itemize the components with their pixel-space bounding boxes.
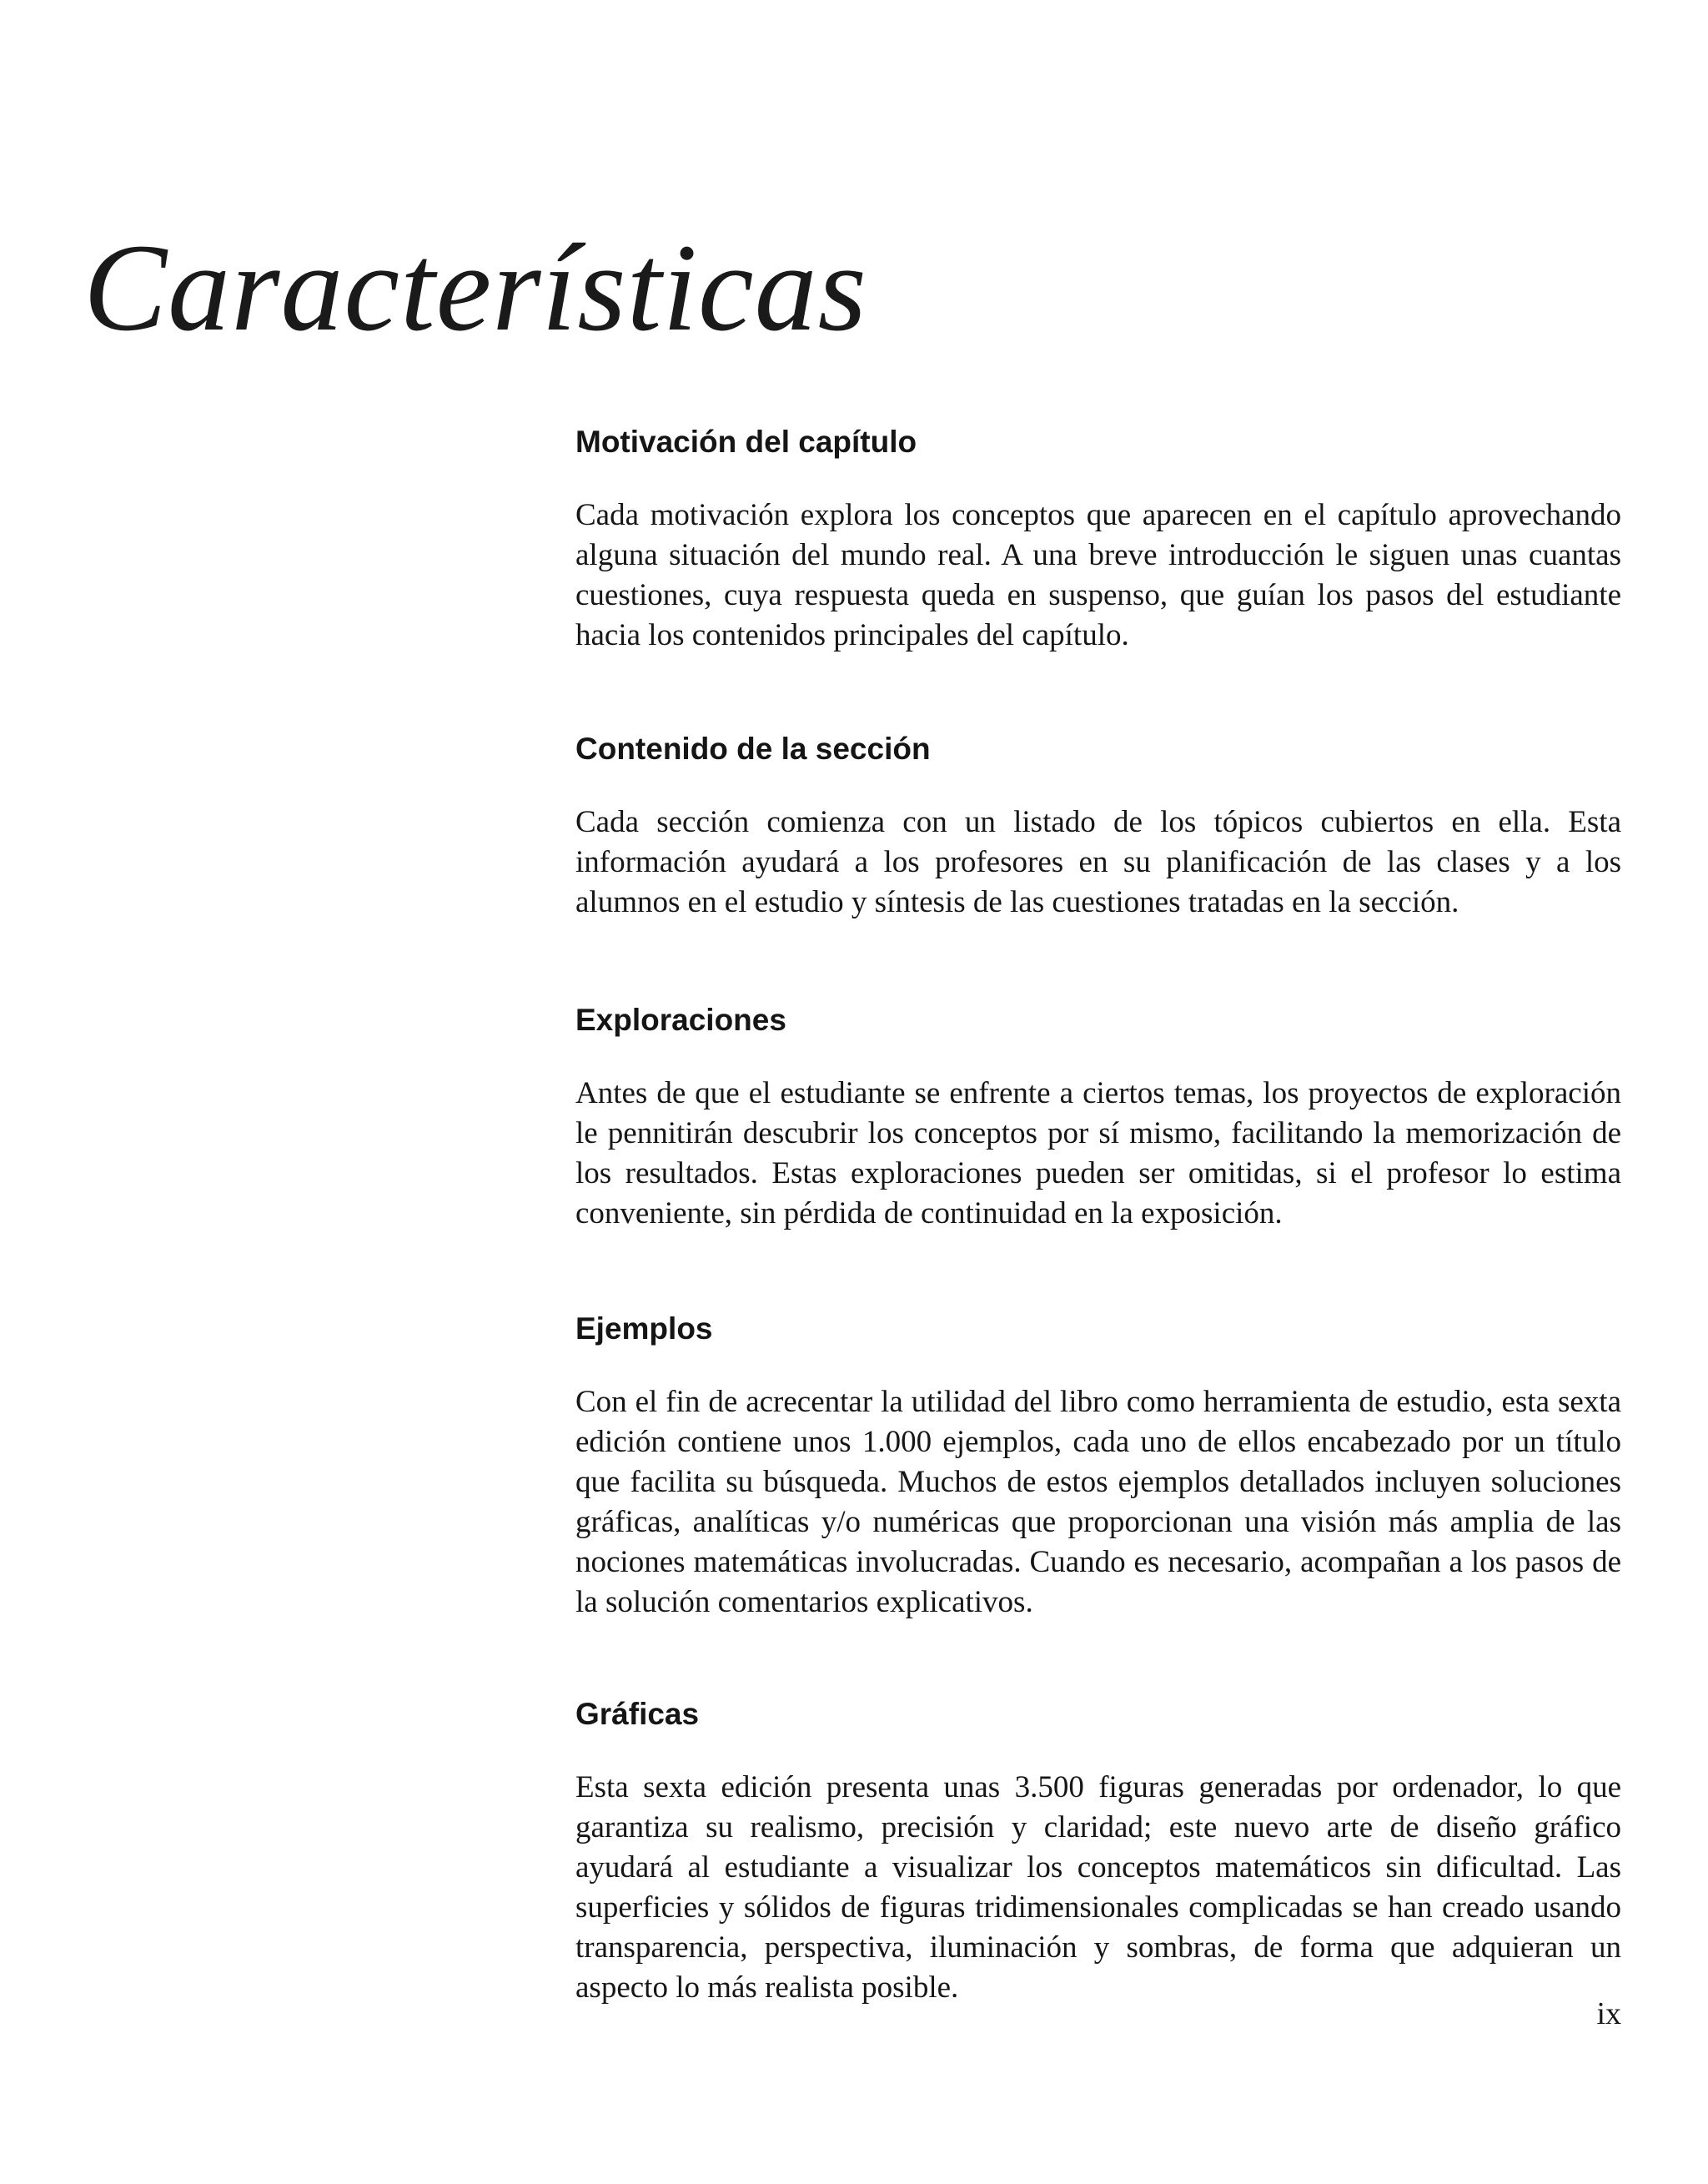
section-heading: Motivación del capítulo [575,425,917,459]
section-body: Con el fin de acrecentar la utilidad del libro como herramienta de estudio, esta sexta edición contiene unos 1.000 ejemplos, cada uno de ellos encabezado por un título que facilita su búsqueda. Muchos de estos ejemplos detallados incluyen soluciones gráficas, analíticas y/o numéricas que proporcionan una visión más amplia de las nociones matemáticas involucradas. Cuando es necesario, acompañan a los pasos de la solución comentarios explicativos. [575,1385,1621,1619]
section-chapter-motivation [575,417,1621,656]
page-title: Características [83,219,867,357]
page-number: ix [1596,1996,1621,2031]
section-explorations [575,995,1621,1234]
section-heading: Exploraciones [575,1003,786,1037]
section-section-contents [575,724,1621,923]
section-examples [575,1304,1621,1623]
section-graphics [575,1689,1621,2008]
section-heading: Ejemplos [575,1311,713,1346]
section-body: Antes de que el estudiante se enfrente a ciertos temas, los proyectos de exploración le pennitirán descubrir los conceptos por sí mismo, facilitando la memorización de los resultados. Estas exploraciones pueden ser omitidas, si el profesor lo estima conveniente, sin pérdida de continuidad en la exposición. [575,1076,1621,1230]
section-heading: Gráficas [575,1697,700,1731]
section-body: Cada motivación explora los conceptos que aparecen en el capítulo aprovechando alguna situación del mundo real. A una breve introducción le siguen unas cuantas cuestiones, cuya respuesta queda en suspenso, que guían los pasos del estudiante hacia los contenidos principales del capítulo. [575,498,1621,652]
section-body: Cada sección comienza con un listado de los tópicos cubiertos en ella. Esta información ayudará a los profesores en su planificación de las clases y a los alumnos en el estudio y síntesis de las cuestiones tratadas en la sección. [575,805,1621,919]
section-heading: Contenido de la sección [575,732,931,766]
section-body: Esta sexta edición presenta unas 3.500 figuras generadas por ordenador, lo que garantiza su realismo, precisión y claridad; este nuevo arte de diseño gráfico ayudará al estudiante a visualizar los conceptos matemáticos sin dificultad. Las superficies y sólidos de figuras tridimensionales complicadas se han creado usando transparencia, perspectiva, iluminación y sombras, de forma que adquieran un aspecto lo más realista posible. [575,1770,1621,2005]
